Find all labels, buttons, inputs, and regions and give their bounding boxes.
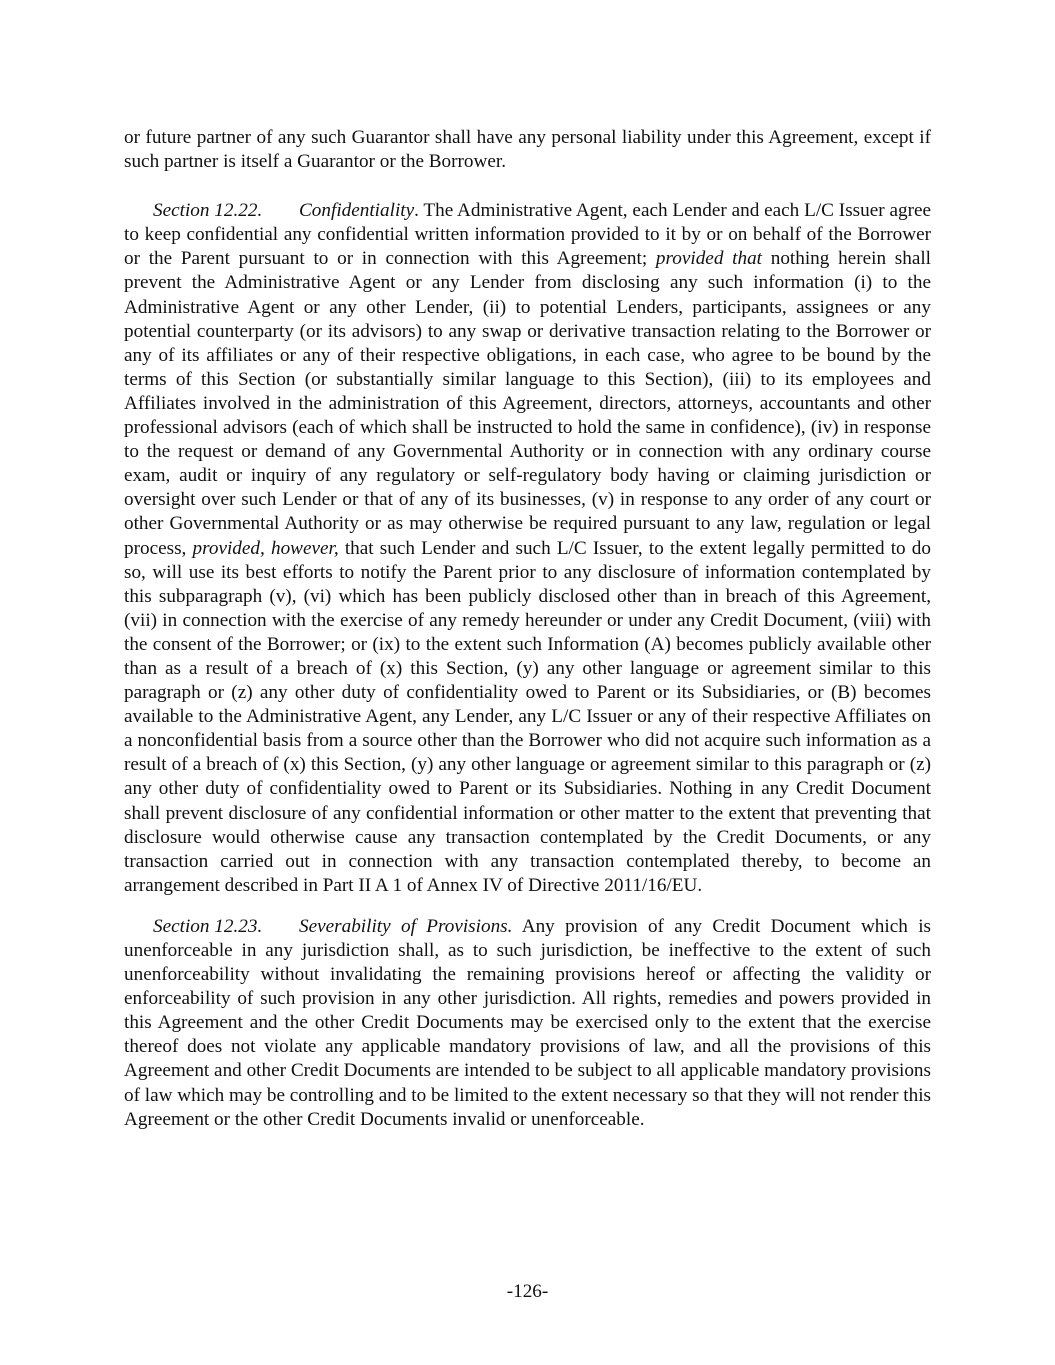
section-12-22-text-3: that such Lender and such L/C Issuer, to the extent legally permitted to do so, will use its best efforts to notify the Parent prior to any disclosure of information contemplated by this subparagraph (v), (vi) which has been publicly disclosed other than in breach of this Agreement, (vii) in connection with the exercise of any remedy hereunder or under any Credit Document, (viii) with the consent of the Borrower; or (ix) to the extent such Information (A) becomes publicly available other than as a result of a breach of (x) this Section, (y) any other language or agreement similar to this paragraph or (z) any other duty of confidentiality owed to Parent or its Subsidiaries, or (B) becomes available to the Administrative Agent, any Lender, any L/C Issuer or any of their respective Affiliates on a nonconfidential basis from a source other than the Borrower who did not acquire such information as a result of a breach of (x) this Section, (y) any other language or agreement similar to this paragraph or (z) any other duty of confidentiality owed to Parent or its Subsidiaries. Nothing in any Credit Document shall prevent disclosure of any confidential information or other matter to the extent that preventing that disclosure would otherwise cause any transaction contemplated by the Credit Documents, or any transaction carried out in connection with any transaction contemplated thereby, to become an arrangement described in Part II A 1 of Annex IV of Directive 2011/16/EU. xyxy=(124,537,931,896)
section-12-22-title: Confidentiality xyxy=(299,200,415,222)
document-page xyxy=(124,126,931,1149)
continued-paragraph-text: or future partner of any such Guarantor shall have any personal liability under this Agreement, except if such partner is itself a Guarantor or the Borrower. xyxy=(124,127,931,173)
section-12-22-title-punct: . xyxy=(414,200,419,222)
page-number: -126- xyxy=(506,1281,549,1302)
section-12-22-number: Section 12.22. xyxy=(153,200,263,222)
section-12-22-text-2: nothing herein shall prevent the Administrative Agent or any Lender from disclosing any such information (i) to the Administrative Agent or any other Lender, (ii) to potential Lenders, participants, assignees or any potential counterparty (or its advisors) to any swap or derivative transaction relating to the Borrower or any of its affiliates or any of their respective obligations, in each case, who agree to be bound by the terms of this Section (or substantially similar language to this Section), (iii) to its employees and Affiliates involved in the administration of this Agreement, directors, attorneys, accountants and other professional advisors (each of which shall be instructed to hold the same in confidence), (iv) in response to the request or demand of any Governmental Authority or in connection with any ordinary course exam, audit or inquiry of any regulatory or self-regulatory body having or claiming jurisdiction or oversight over such Lender or that of any of its businesses, (v) in response to any order of any court or other Governmental Authority or as may otherwise be required pursuant to any law, regulation or legal process, xyxy=(124,248,932,559)
section-12-23 xyxy=(124,915,931,1132)
continued-paragraph xyxy=(124,126,931,174)
section-12-22-italic-provided-however: provided, however, xyxy=(192,537,339,559)
section-12-22-text-1: The Administrative Agent, each Lender and each L/C Issuer agree to keep confidential any confidential written information provided to it by or on behalf of the Borrower or the Parent pursuant to or in connection with this Agreement; xyxy=(124,200,931,270)
section-12-23-title: Severability of Provisions. xyxy=(299,915,513,937)
section-12-22-italic-provided-that: provided that xyxy=(655,248,762,270)
section-12-23-number: Section 12.23. xyxy=(153,915,263,937)
section-12-22 xyxy=(124,199,931,898)
section-12-23-text: Any provision of any Credit Document which is unenforceable in any jurisdiction shall, as to such jurisdiction, be ineffective to the extent of such unenforceability without invalidating the remaining provisions hereof or affecting the validity or enforceability of such provision in any other jurisdiction. All rights, remedies and powers provided in this Agreement and the other Credit Documents may be exercised only to the extent that the exercise thereof does not violate any applicable mandatory provisions of law, and all the provisions of this Agreement and other Credit Documents are intended to be subject to all applicable mandatory provisions of law which may be controlling and to be limited to the extent necessary so that they will not render this Agreement or the other Credit Documents invalid or unenforceable. xyxy=(124,915,931,1130)
